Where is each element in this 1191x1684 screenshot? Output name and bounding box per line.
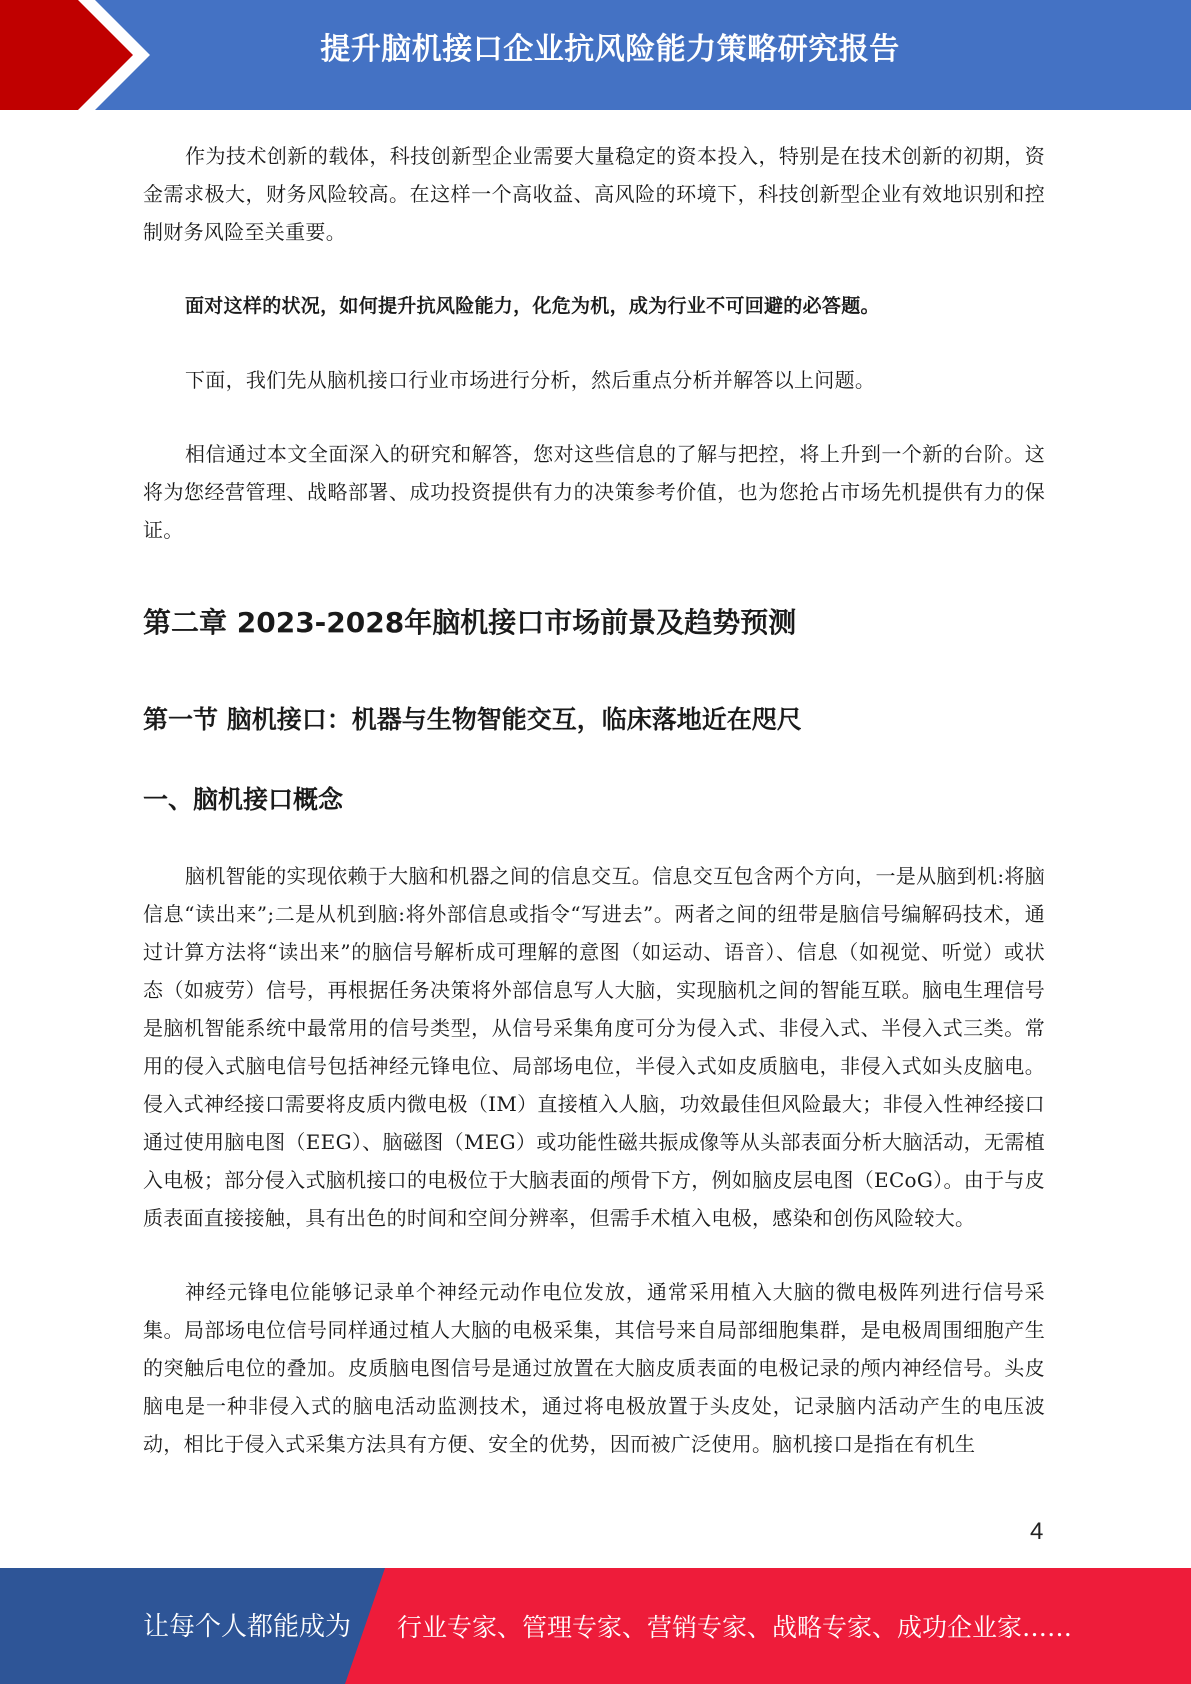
header-title: 提升脑机接口企业抗风险能力策略研究报告 xyxy=(320,32,900,67)
page-number: 4 xyxy=(1030,1518,1044,1545)
footer-slogan-left: 让每个人都能成为 xyxy=(143,1612,352,1642)
page-footer xyxy=(0,1568,1191,1684)
body-paragraph-signals: 神经元锋电位能够记录单个神经元动作电位发放，通常采用植入大脑的微电极阵列进行信号采集。局部场电位信号同样通过植人大脑的电极采集，其信号来自局部细胞集群，是电极周围细胞产生的突触后电位的叠加。皮质脑电图信号是通过放置在大脑皮质表面的电极记录的颅内神经信号。头皮脑电是一种非侵入式的脑电活动监测技术，通过将电极放置于头皮处，记录脑内活动产生的电压波动，相比于侵入式采集方法具有方便、安全的优势，因而被广泛使用。脑机接口是指在有机生 xyxy=(143,1280,1045,1456)
document-body xyxy=(143,137,1045,1499)
body-paragraph-outline: 下面，我们先从脑机接口行业市场进行分析，然后重点分析并解答以上问题。 xyxy=(185,368,876,392)
subsection-heading: 一、脑机接口概念 xyxy=(143,785,344,814)
body-paragraph-value: 相信通过本文全面深入的研究和解答，您对这些信息的了解与把控，将上升到一个新的台阶。这将为您经营管理、战略部署、成功投资提供有力的决策参考价值，也为您抢占市场先机提供有力的保证。 xyxy=(143,442,1045,542)
section-heading: 第一节 脑机接口：机器与生物智能交互，临床落地近在咫尺 xyxy=(143,705,802,734)
chapter-heading: 第二章 2023-2028年脑机接口市场前景及趋势预测 xyxy=(143,606,797,639)
page-header xyxy=(0,0,1191,110)
body-paragraph-emphasis: 面对这样的状况，如何提升抗风险能力，化危为机，成为行业不可回避的必答题。 xyxy=(185,295,880,317)
body-paragraph-intro: 作为技术创新的载体，科技创新型企业需要大量稳定的资本投入，特别是在技术创新的初期，资金需求极大，财务风险较高。在这样一个高收益、高风险的环境下，科技创新型企业有效地识别和控制财务风险至关重要。 xyxy=(143,144,1045,244)
body-paragraph-concept: 脑机智能的实现依赖于大脑和机器之间的信息交互。信息交互包含两个方向，一是从脑到机:将脑信息“读出来”;二是从机到脑:将外部信息或指令“写进去”。两者之间的纽带是脑信号编解码技术，通过计算方法将“读出来”的脑信号解析成可理解的意图（如运动、语音）、信息（如视觉、听觉）或状态（如疲劳）信号，再根据任务决策将外部信息写人大脑，实现脑机之间的智能互联。脑电生理信号是脑机智能系统中最常用的信号类型，从信号采集角度可分为侵入式、非侵入式、半侵入式三类。常用的侵入式脑电信号包括神经元锋电位、局部场电位，半侵入式如皮质脑电，非侵入式如头皮脑电。侵入式神经接口需要将皮质内微电极（IM）直接植入人脑，功效最佳但风险最大；非侵入性神经接口通过使用脑电图（EEG）、脑磁图（MEG）或功能性磁共振成像等从头部表面分析大脑活动，无需植入电极；部分侵入式脑机接口的电极位于大脑表面的颅骨下方，例如脑皮层电图（ECoG）。由于与皮质表面直接接触，具有出色的时间和空间分辨率，但需手术植入电极，感染和创伤风险较大。 xyxy=(143,864,1045,1230)
footer-slogan-right: 行业专家、管理专家、营销专家、战略专家、成功企业家…… xyxy=(397,1613,1073,1642)
